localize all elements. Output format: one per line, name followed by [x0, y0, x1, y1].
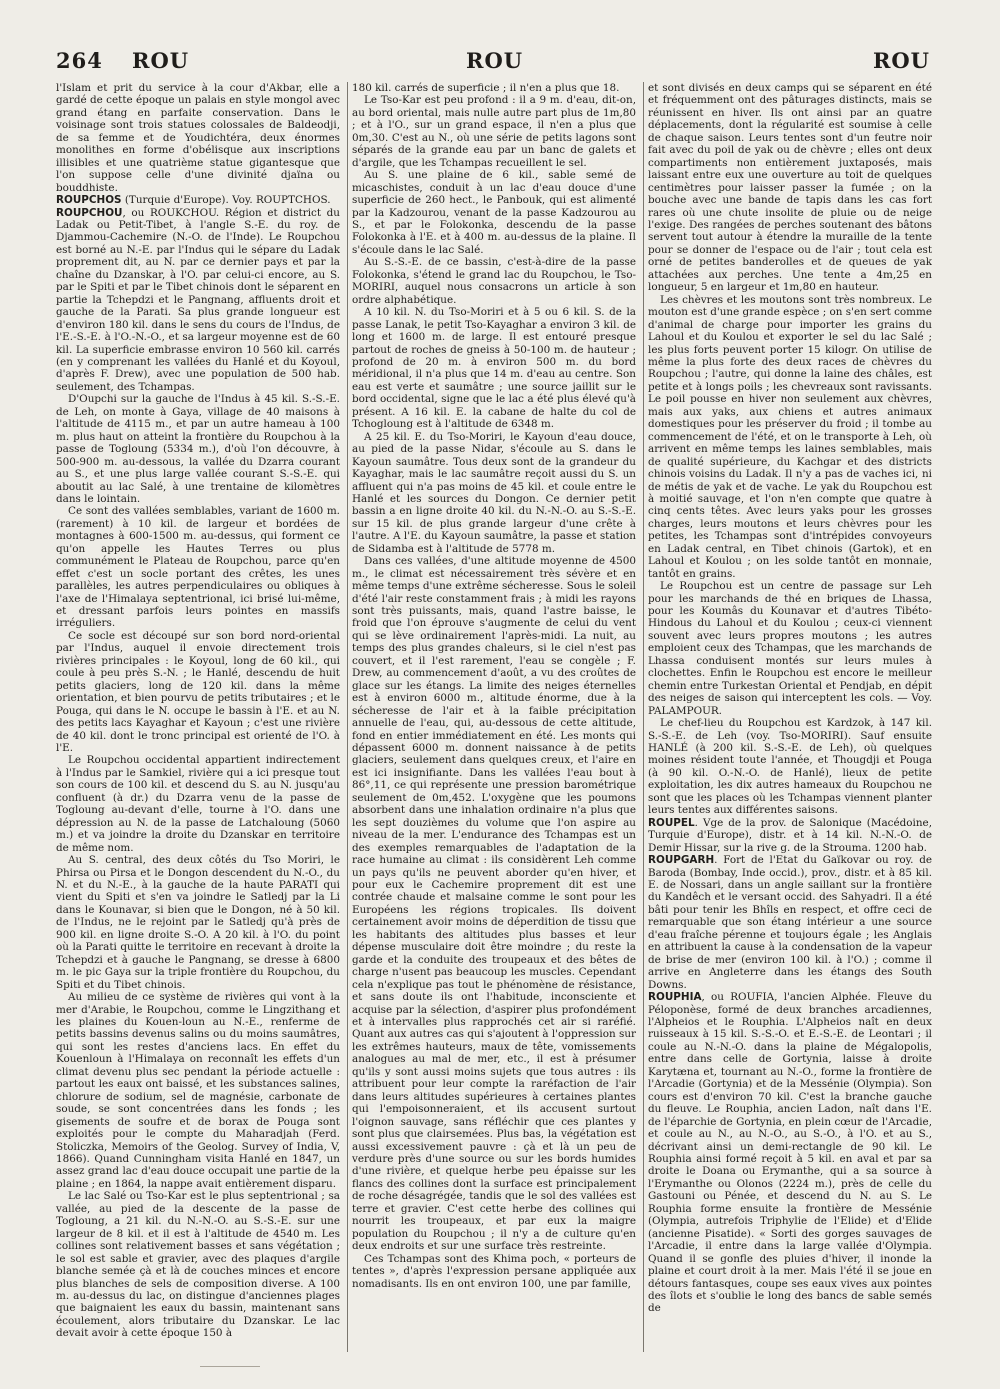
paragraph — [56, 505, 340, 630]
paragraph-text: Au milieu de ce système de rivières qui vont à la mer d'Arabie, le Roupchou, comme le Lingzithang et les plaines du Kouen-loun au N.-E., renferme de petits bassins devenus salins ou du moins saumâtres, qui sont les restes d'anciens lacs. En effet du Kouenloun à l'Himalaya on reconnaît les effets d'un climat devenu plus sec pendant la période actuelle : partout les eaux ont baissé, et les substances salines, chlorure de sodium, sel de magnésie, carbonate de soude, se sont concentrées dans les fonds ; les gisements de soufre et de borax de Pouga sont exploités pour le compte du Maharadjah (Ferd. Stoliczka, Memoirs of the Geolog. Survey of India, V, 1866). Quand Cunningham visita Hanlé en 1847, un assez grand lac d'eau douce occupait une partie de la plaine ; en 1864, la nappe avait entièrement disparu. — [56, 991, 340, 1190]
paragraph-text: Au S.-S.-E. de ce bassin, c'est-à-dire de la passe Folokonka, s'étend le grand lac du Roupchou, le Tso-MORIRI, auquel nous consacrons un article à son ordre alphabétique. — [352, 256, 636, 306]
header-center-word: ROU — [466, 48, 524, 73]
paragraph — [648, 717, 932, 817]
paragraph-text: Dans ces vallées, d'une altitude moyenne de 4500 m., le climat est nécessairement très sévère et en même temps d'une extrême sécheresse. Sous le soleil d'été l'air reste constamment frais ; à midi les rayons sont très puissants, mais, quand l'astre baisse, le froid que l'on éprouve s'augmente de celui du vent qui se lève ordinairement l'après-midi. La nuit, au temps des plus grandes chaleurs, si le ciel n'est pas couvert, et il l'est rarement, l'eau se congèle ; F. Drew, au commencement d'août, a vu des croûtes de glace sur les étangs. La limite des neiges éternelles est à environ 6000 m., altitude énorme, due à la sécheresse de l'air et à la faible précipitation annuelle de l'eau, qui, au-dessous de cette altitude, fond en entier immédiatement en été. Les monts qui dépassent 6000 m. donnent naissance à de petits glaciers, seulement dans quelques creux, et l'aire en est ici insignifiante. Dans les vallées l'eau bout à 86°,11, ce qui représente une pression barométrique seulement de 0m,452. L'oxygène que les poumons absorbent dans une inhalation ordinaire n'a plus que les sept douzièmes du volume que l'on aspire au niveau de la mer. L'endurance des Tchampas est un des exemples remarquables de l'adaptation de la race humaine au climat : ils considèrent Leh comme un pays qu'ils ne peuvent aborder qu'en hiver, et pour eux le Cachemire proprement dit est une contrée chaude et malsaine comme le sont pour les Européens les régions tropicales. Ils doivent certainement avoir moins de déperdition de tissu que les habitants des altitudes plus basses et leur dépense musculaire doit être moindre ; du reste la garde et la conduite des troupeaux et des bêtes de charge n'usent pas beaucoup les muscles. Cependant cela n'explique pas tout le phénomène de résistance, et sans doute ils ont l'habitude, inconsciente et acquise par la sélection, d'aspirer plus profondément et à intervalles plus rapprochés cet air si raréfié. Quant aux autres cas qui s'ajoutent à l'oppression sur les extrêmes hauteurs, maux de tête, vomissements analogues au mal de mer, etc., il est à présumer qu'ils y sont aussi moins sujets que tous autres : ils attribuent pour leur compte la raréfaction de l'air dans leurs altitudes supérieures à certaines plantes qui l'empoisonneraient, et ils accusent surtout l'oignon sauvage, sans réfléchir que ces plantes y sont plus que clairsemées. Plus bas, la végétation est aussi excessivement pauvre : çà et là un peu de verdure près d'une source ou sur les bords humides d'une rivière, et quelque herbe peu épaisse sur les flancs des collines dont la surface est principalement de roche désagrégée, tandis que le sol des vallées est terre et gravier. C'est cette herbe des collines qui nourrit les troupeaux, et par eux la maigre population du Roupchou ; il n'y a de culture qu'en deux endroits et sur une surface très restreinte. — [352, 555, 636, 1253]
paragraph-text: Le Roupchou est un centre de passage sur Leh pour les marchands de thé en briques de Lhassa, pour les Koumâs du Kounavar et d'autres Tibéto-Hindous du Lahoul et du Koulou ; ceux-ci viennent souvent avec leurs propres moutons ; les autres emploient ceux des Tchampas, que les marchands de Lhassa conduisent montés sur leurs mules à clochettes. Enfin le Roupchou est encore le meilleur chemin entre Turkestan Oriental et Pendjab, en dépit des neiges de saison qui interceptent les cols. — Voy. PALAMPOUR. — [648, 580, 932, 717]
paragraph-text: (Turquie d'Europe). Voy. ROUPTCHOS. — [121, 194, 331, 207]
paragraph — [56, 82, 340, 194]
paragraph-text: Le Roupchou occidental appartient indirectement à l'Indus par le Samkiel, rivière qui a ici presque tout son cours de 100 kil. et descend du S. au N. jusqu'au confluent (à dr.) du Dzarra venu de la passe de Togloung au-devant d'elle, tourne à l'O. dans une dépression au N. de la passe de Latchaloung (5060 m.) et va joindre la droite du Dzanskar en territoire de même nom. — [56, 754, 340, 854]
entry-headword: ROUPEL — [648, 816, 695, 829]
text-columns — [56, 82, 932, 1352]
header-right-word: ROU — [872, 48, 930, 73]
dictionary-entry — [648, 854, 932, 991]
running-header — [56, 48, 930, 78]
paragraph — [352, 1253, 636, 1290]
entry-headword: ROUPCHOS — [56, 194, 122, 207]
paragraph-text: l'Islam et prit du service à la cour d'Akbar, elle a gardé de cette époque un palais en style mongol avec grand étang en parfaite conservation. Dans le voisinage sont trois statues colossales de Baldeodji, de sa femme et de Youdichtéra, deux énormes monolithes en forme d'obélisque aux inscriptions illisibles et une quatrième statue gigantesque que l'on suppose celle d'une divinité djaïna ou bouddhiste. — [56, 82, 340, 194]
paragraph — [352, 555, 636, 1252]
paragraph — [352, 306, 636, 431]
paragraph — [56, 991, 340, 1190]
paragraph — [56, 630, 340, 755]
paragraph — [56, 854, 340, 991]
paragraph-text: , ou ROUFIA, l'ancien Alphée. Fleuve du Péloponèse, formé de deux branches arcadiennes, l'Alpheios et le Rouphia. L'Alpheios naît en deux ruisseaux à 15 kil. S.-S.-O. et E.-S.-E. de Leontari ; il coule au N.-N.-O. dans la plaine de Mégalopolis, entre dans celle de Gortynia, laisse à droite Karytæna et, tournant au N.-O., forme la frontière de l'Arcadie (Gortynia) et de la Messénie (Olympia). Son cours est d'environ 70 kil. C'est la branche gauche du fleuve. Le Rouphia, ancien Ladon, naît dans l'E. de l'éparchie de Gortynia, en plein cœur de l'Arcadie, et coule au N., au N.-O., au S.-O., à l'O. et au S., décrivant ainsi un demi-rectangle de 90 kil. Le Rouphia ainsi formé reçoit à 5 kil. en aval et par sa droite le Doana ou Erymanthe, qui a sa source à l'Erymanthe ou Olonos (2224 m.), près de celle du Gastouni ou Pénée, et descend du N. au S. Le Rouphia forme ensuite la frontière de Messénie (Olympia, autrefois Triphylie de l'Elide) et d'Elide (ancienne Pisatide). « Sorti des gorges sauvages de l'Arcadie, il entre dans la large vallée d'Olympia. Quand il se gonfle des pluies d'hiver, il inonde la plaine et court droit à la mer. Mais l'été il se joue en détours fantasques, coupe ses eaux vives aux pointes des îlots et s'oublie le long des bancs de sable semés de — [648, 991, 932, 1315]
paragraph-text: Ces Tchampas sont des Khima poch, « porteurs de tentes », d'après l'expression persane appliquée aux nomadisants. Ils en ont environ 100, une par famille, — [352, 1252, 636, 1290]
paragraph — [56, 393, 340, 505]
paragraph — [56, 1190, 340, 1339]
header-left-word: ROU — [132, 48, 190, 73]
paragraph-text: , ou ROUKCHOU. Région et district du Ladak ou Petit-Tibet, à l'angle S.-E. du roy. de Djammou-Cachemire (N.-O. de l'Inde). Le Roupchou est borné au N.-E. par l'Indus qui le sépare du Ladak proprement dit, au N. par ce dernier pays et par la chaîne du Dzanskar, à l'O. par celui-ci encore, au S. par le Spiti et par le Tibet chinois dont le séparent en partie la Tchepdzi et le Pangnang, affluents droit et gauche de la Parati. Sa plus grande longueur est d'environ 180 kil. dans le sens du cours de l'Indus, de l'E.-S.-E. à l'O.-N.-O., et sa largeur moyenne est de 60 kil. La superficie embrasse environ 10 560 kil. carrés (en y comprenant les vallées du Hanlé et du Koyoul, d'après F. Drew), avec une population de 500 hab. seulement, des Tchampas. — [56, 206, 340, 393]
paragraph-text: D'Oupchi sur la gauche de l'Indus à 45 kil. S.-S.-E. de Leh, on monte à Gaya, village de 40 maisons à l'altitude de 4115 m., et par un autre hameau à 100 m. plus haut on atteint la frontière du Roupchou à la passe de Togloung (5334 m.), d'où l'on découvre, à 500-900 m. au-dessous, la vallée du Dzarra courant au S., et une plus large vallée courant S.-S.-E. qui aboutit au lac Salé, à une trentaine de kilomètres dans le lointain. — [56, 393, 340, 505]
column-right — [648, 82, 932, 1352]
paragraph — [352, 94, 636, 169]
paragraph-text: Les chèvres et les moutons sont très nombreux. Le mouton est d'une grande espèce ; on s'en sert comme d'animal de charge pour importer les grains du Lahoul et du Koulou et exporter le sel du lac Salé ; les plus forts peuvent porter 15 kilogr. On utilise de même la plus forte des deux races de chèvres du Roupchou ; l'autre, qui donne la laine des châles, est petite et à longs poils ; les chevreaux sont ravissants. Le poil pousse en hiver non seulement aux chèvres, mais aux yaks, aux chiens et autres animaux domestiques pour les préserver du froid ; il tombe au commencement de l'été, et on le transporte à Leh, où arrivent en même temps les laines semblables, mais de qualité supérieure, du Kachgar et des districts chinois voisins du Ladak. Il n'y a pas de vaches ici, ni de métis de yak et de vache. Le yak du Roupchou est à moitié sauvage, et l'on n'en compte que quatre à cinq cents têtes. Avec leurs yaks pour les grosses charges, leurs moutons et leurs chèvres pour les petites, les Tchampas sont d'intrépides convoyeurs en Ladak central, en Tibet chinois (Gartok), et en Lahoul et Koulou ; on les solde tantôt en monnaie, tantôt en grains. — [648, 293, 932, 580]
paragraph-text: . Fort de l'Etat du Gaïkovar ou roy. de Baroda (Bombay, Inde occid.), prov., distr. et à 85 kil. E. de Nossari, dans un angle saillant sur la frontière du Kandêch et le versant occid. des Sahyadri. Il a été bâti pour tenir les Bhîls en respect, et offre ceci de remarquable que son étang intérieur a une source d'eau fraîche pérenne et toujours égale ; les Anglais en attribuent la cause à la condensation de la vapeur de brise de mer (environ 100 kil. à l'O.) ; comme il arrive en Angleterre dans les étangs des South Downs. — [648, 854, 932, 991]
paragraph-text: Le Tso-Kar est peu profond : il a 9 m. d'eau, dit-on, au bord oriental, mais nulle autre part plus de 1m,80 ; et à l'O., sur un grand espace, il n'en a plus que 0m,30. C'est au N., où une série de petits lagons sont séparés de la grande eau par un banc de galets et d'argile, que les Tchampas recueillent le sel. — [352, 94, 636, 169]
paragraph — [648, 294, 932, 580]
paragraph-text: Le lac Salé ou Tso-Kar est le plus septentrional ; sa vallée, au pied de la descente de la passe de Togloung, a 21 kil. du N.-N.-O. au S.-S.-E. sur une largeur de 8 kil. et il est à l'altitude de 4540 m. Les collines sont relativement basses et sans végétation ; le sol est sable et gravier, avec des plaques d'argile blanche semée çà et là de couches minces et encore plus blanches de sels de composition diverse. A 100 m. au-dessus du lac, on distingue d'anciennes plages que baignaient les eaux du bassin, maintenant sans écoulement, alors tributaire du Dzanskar. Le lac devait avoir à cette époque 150 à — [56, 1190, 340, 1340]
entry-headword: ROUPCHOU — [56, 206, 123, 219]
paragraph-text: . Vge de la prov. de Salonique (Macédoine, Turquie d'Europe), distr. et à 14 kil. N.-N.-O. de Demir Hissar, sur la rive g. de la Strouma. 1200 hab. — [648, 816, 932, 854]
paragraph-text: et sont divisés en deux camps qui se séparent en été et fréquemment ont des pâturages distincts, mais se réunissent en hiver. Ils ont ainsi par an quatre déplacements, dont la régularité est soumise à celle de chaque saison. Leurs tentes sont d'un feutre noir fait avec du poil de yak ou de chèvre ; elles ont deux compartiments non entièrement juxtaposés, mais laissant entre eux une ouverture au toit de quelques centimètres pour laisser passer la fumée ; on la bouche avec une bande de tapis dans les cas fort rares où une chute insolite de pluie ou de neige l'exige. Des rangées de perches soutenant des bâtons servent tout autour à étendre la muraille de la tente pour se donner de l'espace ou de l'air ; tout cela est orné de petites banderolles et de queues de yak attachées aux perches. Une tente a 4m,25 en longueur, 5 en largeur et 1m,80 en hauteur. — [648, 82, 932, 294]
paragraph — [352, 169, 636, 256]
column-left — [56, 82, 340, 1352]
paragraph — [56, 754, 340, 854]
dictionary-entry — [648, 817, 932, 854]
paragraph-text: A 10 kil. N. du Tso-Moriri et à 5 ou 6 kil. S. de la passe Lanak, le petit Tso-Kayaghar a environ 3 kil. de long et 1600 m. de large. Il est entouré presque partout de roches de gneiss à 50-100 m. de hauteur ; profond de 20 m. à environ 500 m. du bord méridional, il n'a plus que 14 m. d'eau au centre. Son eau est verte et saumâtre ; une source jaillit sur le bord occidental, signe que le lac a été plus élevé qu'à présent. A 16 kil. E. la cabane de halte du col de Tchogloung est à l'altitude de 6348 m. — [352, 306, 636, 431]
paragraph-text: Ce socle est découpé sur son bord nord-oriental par l'Indus, auquel il envoie directement trois rivières principales : le Koyoul, long de 60 kil., qui coule à peu près S.-N. ; le Hanlé, descendu de huit petits glaciers, long de 120 kil. dans la même orientation, et bien pourvu de petits tributaires ; et le Pouga, qui dans le N. occupe le bassin à l'E. et au N. des petits lacs Kayaghar et Kayoun ; c'est une rivière de 40 kil. dont le tronc principal est orienté de l'O. à l'E. — [56, 629, 340, 755]
paragraph — [352, 256, 636, 306]
paragraph — [352, 82, 636, 94]
paragraph — [648, 580, 932, 717]
page-number: 264 — [56, 48, 103, 73]
paragraph-text: Au S. central, des deux côtés du Tso Moriri, le Phirsa ou Pirsa et le Dongon descendent du N.-O., du N. et du N.-E., à la gauche de la haute PARATI qui vient du Spiti et s'en va joindre le Satledj par la Li dans le Kounavar, si bien que le Dongon, né à 50 kil. de l'Indus, ne le rejoint par le Satledj qu'à près de 900 kil. en ligne droite S.-O. A 20 kil. à l'O. du point où la Parati quitte le territoire en recevant à droite la Tchepdzi et à gauche le Pangnang, se dresse à 6800 m. le pic Gaya sur la triple frontière du Roupchou, du Spiti et du Tibet chinois. — [56, 854, 340, 991]
paragraph-text: Au S. une plaine de 6 kil., sable semé de micaschistes, conduit à un lac d'eau douce d'une superficie de 260 hect., le Panbouk, qui est alimenté par la Kadzourou, venant de la passe Kadzourou au S., et par le Folokonka, descendu de la passe Folokonka à l'E. et à 400 m. au-dessus de la plaine. Il s'écoule dans le lac Salé. — [352, 169, 636, 256]
paragraph — [648, 82, 932, 294]
paragraph-text: A 25 kil. E. du Tso-Moriri, le Kayoun d'eau douce, au pied de la passe Nidar, s'écoule au S. dans le Kayoun saumâtre. Tous deux sont de la grandeur du Kayaghar, mais le lac saumâtre reçoit aussi du S. un affluent qui n'a pas moins de 45 kil. et coule entre le Hanlé et les sources du Dongon. Ce dernier petit bassin a en ligne droite 40 kil. du N.-N.-O. au S.-S.-E. sur 15 kil. de plus grande largeur d'une crête à l'autre. A l'E. du Kayoun saumâtre, la passe et station de Sidamba est à l'altitude de 5778 m. — [352, 430, 636, 555]
dictionary-entry — [648, 991, 932, 1315]
column-middle — [352, 82, 636, 1352]
paragraph-text: Le chef-lieu du Roupchou est Kardzok, à 147 kil. S.-S.-E. de Leh (voy. Tso-MORIRI). Sauf ensuite HANLÉ (à 200 kil. S.-S.-E. de Leh), où quelques moines résident toute l'année, et Thougdji et Pouga (à 90 kil. O.-N.-O. de Hanlé), lieux de petite exploitation, les dix autres hameaux du Roupchou ne sont que les places où les Tchampas viennent planter leurs tentes aux différentes saisons. — [648, 717, 932, 817]
paragraph-text: 180 kil. carrés de superficie ; il n'en a plus que 18. — [352, 82, 620, 94]
paragraph — [352, 431, 636, 556]
entry-headword: ROUPGARH — [648, 854, 715, 867]
dictionary-entry — [56, 194, 340, 206]
footer-mark — [200, 1366, 260, 1367]
dictionary-entry — [56, 207, 340, 394]
paragraph-text: Ce sont des vallées semblables, variant de 1600 m. (rarement) à 10 kil. de largeur et bordées de montagnes à 600-1500 m. au-dessus, qui forment ce qu'on appelle les Hautes Terres ou plus communément le Plateau de Roupchou, parce qu'en effet c'est un socle portant des crêtes, les unes parallèles, les autres perpendiculaires ou obliques à l'axe de l'Himalaya septentrional, ici brisé lui-même, et dressant parfois leurs pointes en massifs irréguliers. — [56, 505, 340, 630]
entry-headword: ROUPHIA — [648, 991, 702, 1004]
